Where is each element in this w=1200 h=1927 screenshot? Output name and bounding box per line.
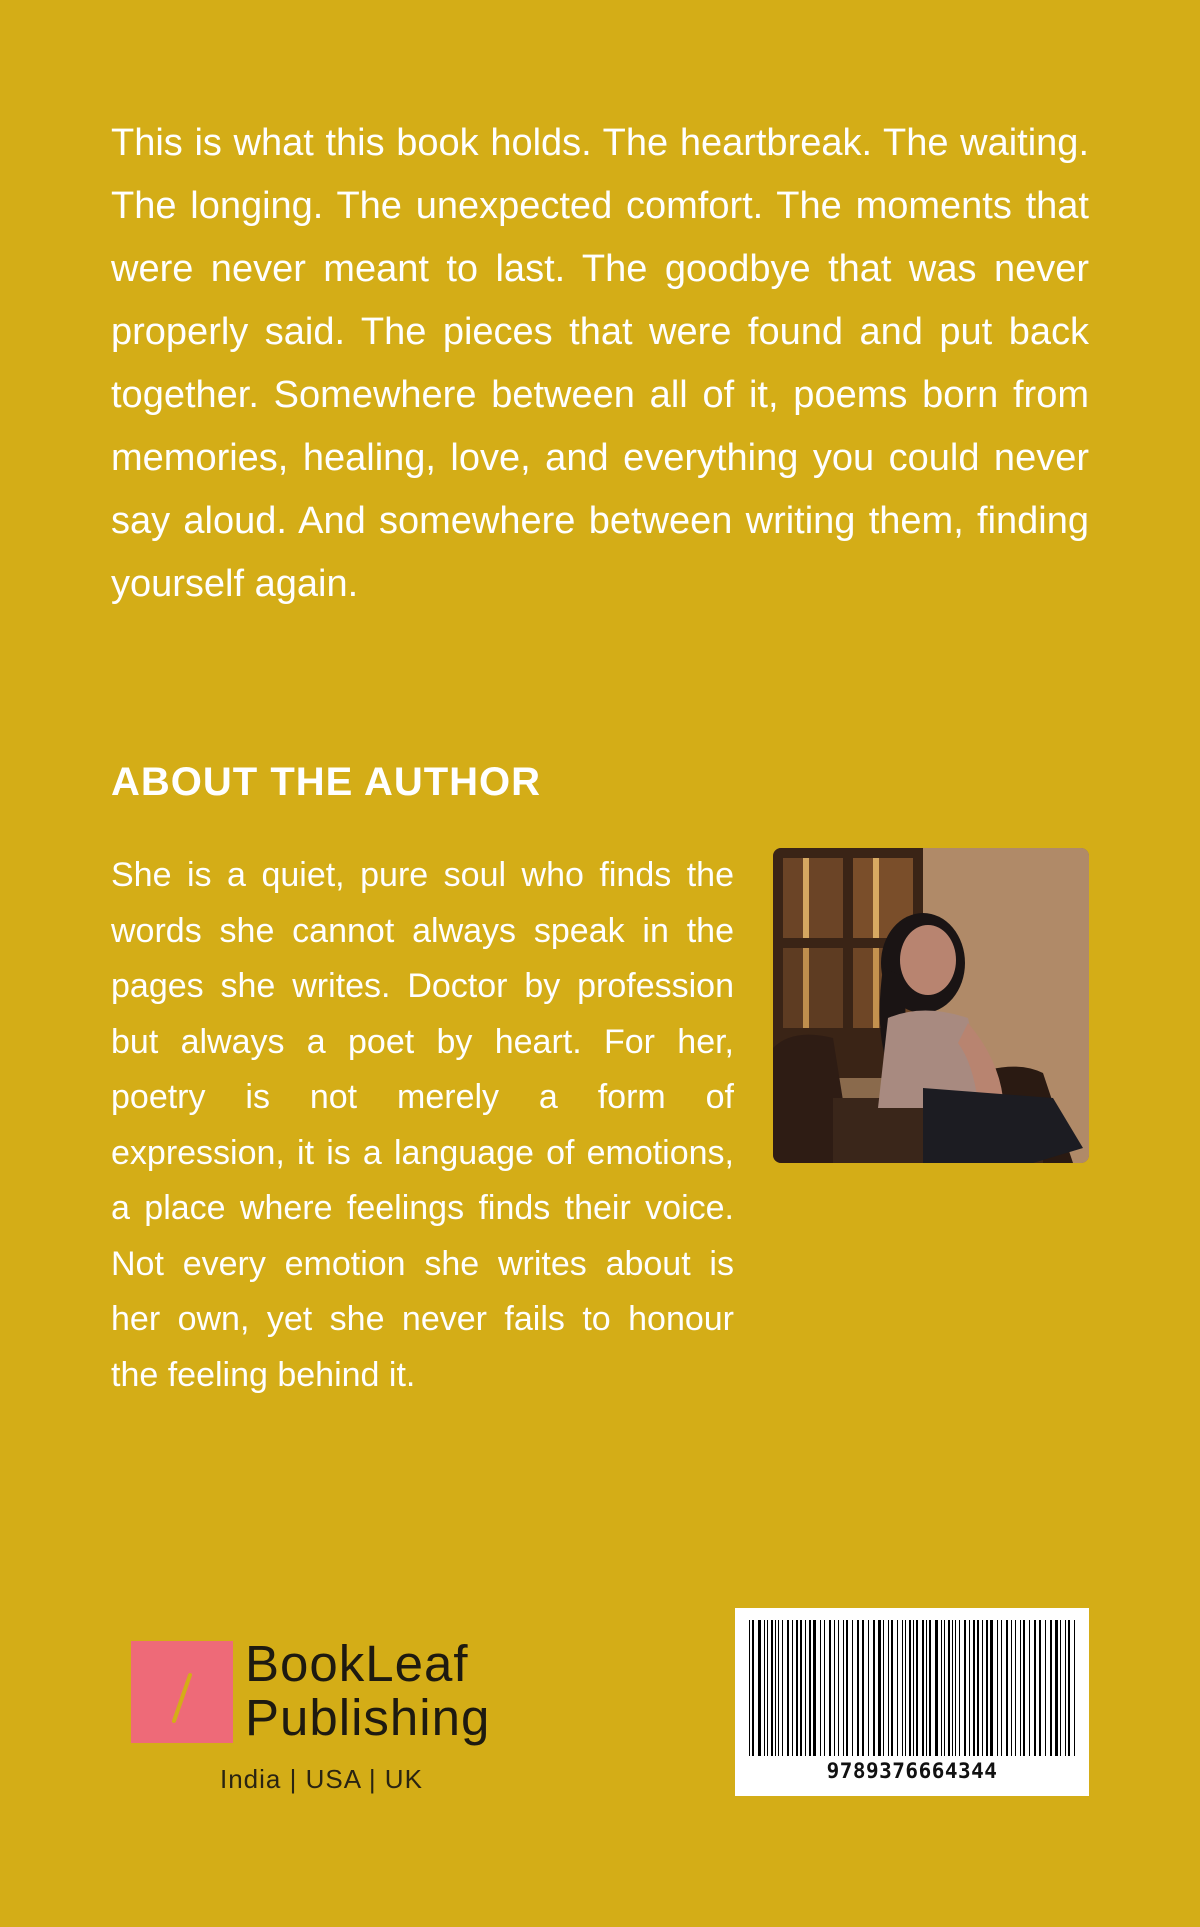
barcode-bar [990,1620,993,1756]
author-bio: She is a quiet, pure soul who finds the words she cannot always speak in the pages she writes. Doctor by profession but always a poet by heart. For her, poetry is not merely a form of expression, it is a language of emotions, a place where feelings finds their voice. Not every emotion she writes about is her own, yet she never fails to honour the feeling behind it. [111,856,734,1394]
leaf-slash-icon [131,1641,233,1743]
barcode-bar [862,1620,864,1756]
barcode-bar [916,1620,918,1756]
barcode-bar [905,1620,906,1756]
barcode-bar [977,1620,979,1756]
barcode-bar [1006,1620,1008,1756]
barcode-bar [955,1620,956,1756]
author-photo [773,848,1089,1163]
barcode-bar [1011,1620,1012,1756]
isbn-barcode [735,1608,1089,1796]
barcode-bar [805,1620,806,1756]
barcode-bar [1020,1620,1021,1756]
barcode-bar [959,1620,960,1756]
publisher-name-line1: BookLeaf [245,1635,469,1692]
barcode-bar [829,1620,831,1756]
barcode-bar [796,1620,798,1756]
about-author-heading: ABOUT THE AUTHOR [111,760,542,804]
barcode-bar [775,1620,776,1756]
barcode-bar [929,1620,931,1756]
barcode-bar [897,1620,898,1756]
barcode-bar [767,1620,768,1756]
barcode-bar [1034,1620,1036,1756]
barcode-bar [935,1620,938,1756]
publisher-logo [131,1635,551,1798]
barcode-bar [752,1620,754,1756]
barcode-bar [1015,1620,1016,1756]
barcode-bar [1029,1620,1030,1756]
barcode-bar [764,1620,765,1756]
barcode-bar [982,1620,983,1756]
barcode-bar [868,1620,869,1756]
barcode-bar [792,1620,793,1756]
barcode-bar [986,1620,988,1756]
barcode-bar [820,1620,821,1756]
barcode-bar [857,1620,859,1756]
barcode-bar [973,1620,975,1756]
barcode-bar [846,1620,848,1756]
barcode-bar [1065,1620,1066,1756]
barcode-bar [878,1620,881,1756]
barcode-bar [843,1620,844,1756]
barcode-bar [749,1620,750,1756]
barcode-bar [1060,1620,1061,1756]
barcode-bar [883,1620,884,1756]
barcode-bar [902,1620,903,1756]
barcode-bar [838,1620,839,1756]
barcode-bar [852,1620,853,1756]
barcode-bar [964,1620,966,1756]
barcode-bar [941,1620,942,1756]
barcode-bar [948,1620,950,1756]
barcode-bar [913,1620,914,1756]
barcode-bars [735,1608,1089,1758]
barcode-bar [1074,1620,1075,1756]
publisher-regions: India | USA | UK [220,1764,423,1794]
barcode-bar [809,1620,811,1756]
barcode-bar [800,1620,802,1756]
barcode-bar [1050,1620,1052,1756]
barcode-bar [1055,1620,1058,1756]
barcode-bar [909,1620,911,1756]
barcode-bar [891,1620,893,1756]
barcode-bar [1039,1620,1041,1756]
barcode-bar [952,1620,953,1756]
book-blurb: This is what this book holds. The heartbreak. The waiting. The longing. The unexpected comfort. The moments that were never meant to last. The goodbye that was never properly said. The pieces that were found and put back together. Somewhere between all of it, poems born from memories, healing, love, and everything you could never say aloud. And somewhere between writing them, finding yourself again. [111,122,1089,605]
barcode-bar [1023,1620,1025,1756]
barcode-bar [873,1620,875,1756]
barcode-bar [1045,1620,1046,1756]
barcode-bar [997,1620,998,1756]
barcode-bar [926,1620,927,1756]
publisher-name-line2: Publishing [245,1689,491,1746]
barcode-bar [782,1620,783,1756]
barcode-bar [787,1620,789,1756]
barcode-bar [758,1620,761,1756]
barcode-bar [824,1620,825,1756]
barcode-bar [778,1620,779,1756]
barcode-bar [1001,1620,1002,1756]
barcode-bar [1068,1620,1070,1756]
barcode-bar [813,1620,816,1756]
barcode-bar [922,1620,924,1756]
isbn-number: 9789376664344 [826,1759,998,1783]
barcode-bar [771,1620,773,1756]
barcode-bar [888,1620,889,1756]
barcode-bar [834,1620,835,1756]
barcode-bar [944,1620,945,1756]
barcode-bar [969,1620,970,1756]
